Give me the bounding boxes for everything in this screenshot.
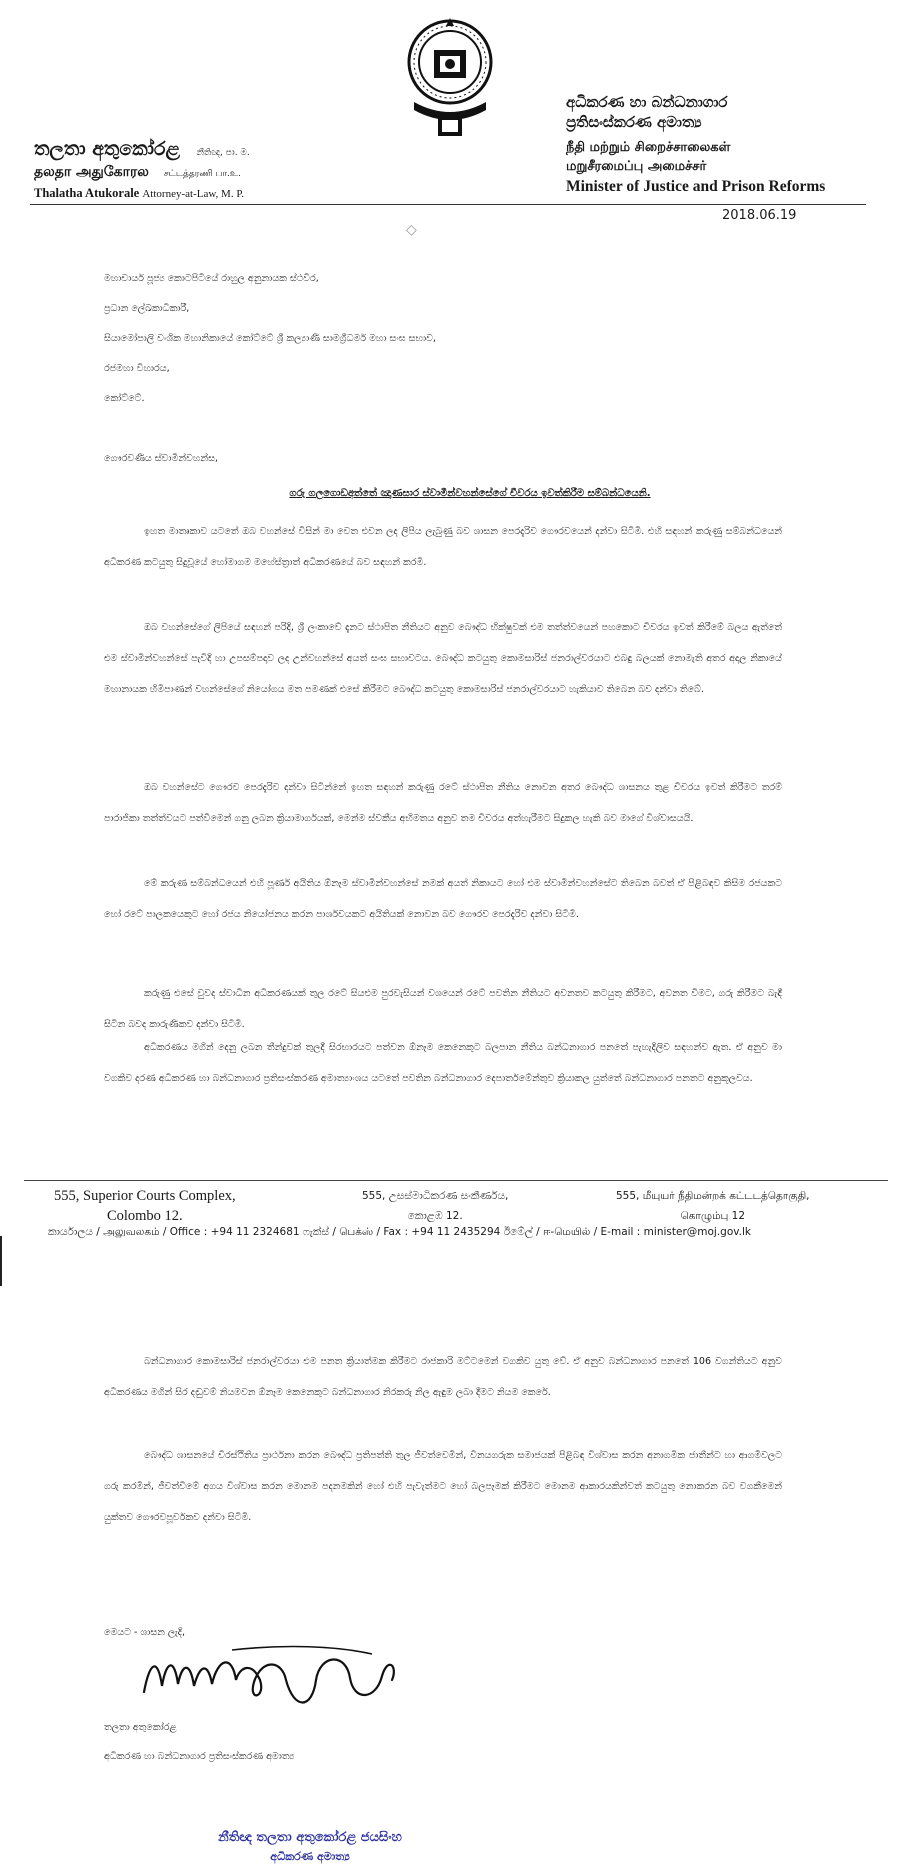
ministry-title-block <box>566 92 896 196</box>
addressee-line: සියාමෝපාලි වංශික මහානිකායේ කෝට්ටේ ශ්‍රී කල්‍යාණී සාමග්‍රීධර්ම මහා සංඝ සභාව, <box>104 333 436 344</box>
contact-details: කාර්යාලය / அலுவலகம் / Office : +94 11 2324681 ෆැක්ස් / பெக்ஸ் / Fax : +94 11 2435294 ඊමේල් / ஈ-மெயில் / E-mail : minister@moj.gov.lk <box>48 1226 751 1238</box>
minister-name-tamil: தலதா அதுகோரல <box>34 164 149 180</box>
scan-edge-mark <box>0 1236 2 1286</box>
minister-title-tamil: சட்டத்தரணி பா.உ. <box>163 169 241 179</box>
national-emblem-icon <box>404 12 496 142</box>
body-paragraph: අධිකරණය මගින් දෙනු ලබන තීන්දුවක් තුලදී සිරභාරයට පත්වන ඕනෑම කෙනෙකුට බලපාන නීතිය බන්ධනාගාර පනතේ පැහැදිලිව සඳහන්ව ඇත. ඒ අනුව මා වගකිව දරණ අධිකරණ හා බන්ධනාගාර ප්‍රතිසංස්කරණ අමාත්‍යාංශය යටතේ පවතින බන්ධනාගාර දෙපාර්තමේන්තුව ක්‍රියාකල යුත්තේ බන්ධනාගාර පනතට අනුකූලවය. <box>104 1042 782 1084</box>
body-paragraph: ඔබ වහන්සේගේ ලිපියේ සඳහන් පරිදි, ශ්‍රී ලංකාවේ දැනට ස්ථාපිත නීතියට අනුව බෞද්ධ භික්ෂුවක් එම තත්ත්වයෙන් පහකොට චීවරය ඉවත් කිරීමේ බලය ඇත්තේ එම ස්වාමීන්වහන්සේ පැවිදි හා උපසම්පදාව ලද උන්වහන්සේ අයත් සංඝ සභාවටය. බෞද්ධ කටයුතු කොමසාරිස් ජනරාල්වරයාට එබඳු බලයක් නොමැති අතර අදාල නිකායේ මහානායක හිමිපාණන් වහන්සේගේ නියෝගය මත පමණක් එසේ කිරීමට බෞද්ධ කටයුතු කොමසාරිස් ජනරාල්වරයාට හැකියාව තිබෙන බව දන්වා තිබේ. <box>104 622 782 695</box>
ministry-tamil-line2: மறுசீரமைப்பு அமைச்சர் <box>566 159 707 174</box>
handwritten-signature <box>136 1640 406 1718</box>
minister-name-block <box>34 138 394 201</box>
address-english: 555, Superior Courts Complex, Colombo 12. <box>54 1188 236 1224</box>
body-paragraph: ඉහත මාතෘකාව යටතේ ඔබ වහන්සේ විසින් මා වෙත එවන ලද ලිපිය ලැබුණු බව ශාසන පෙරදැරිව ගෞරවයෙන් දන්වා සිටිමි. එහි සඳහන් කරුණු සම්බන්ධයෙන් අධිකරණ කටයුතු සිදුවූයේ හෝමාගම මහේස්ත්‍රාත් අධිකරණයේ බව සඳහන් කරමි. <box>104 526 782 568</box>
minister-title-sinhala: නීතිඥ, පා. ම. <box>196 148 250 158</box>
scan-mark-icon: ◇ <box>406 222 417 238</box>
footer-divider <box>24 1180 888 1181</box>
salutation: ගෞරවණීය ස්වාමීන්වහන්ස, <box>104 453 218 464</box>
address-sinhala: 555, උසස්මාධිකරණ සංකීර්ණය, කොළඹ 12. <box>362 1190 509 1222</box>
body-paragraph: බෞද්ධ ශාසනයේ චිරස්ථිතිය ප්‍රාර්ථනා කරන බෞද්ධ ප්‍රතිපත්ති තුල ජීවත්වෙමින්, විනයගරුක සමාජයක් පිළිබඳ විශ්වාස කරන අනාගමික ජාතීන්ට හා ආගමිවලට ගරු කරමින්, ජීවත්වීමේ අගය විශ්වාස කරන මොනම පදනමකින් හෝ එහි පැවැත්මට හෝ බලපෑමක් කිරීමට මොනම ආකාරයකින්වත් කටයුතු නොකරන බව වගකීමෙන් යුක්තව ගෞරවපූර්වකව දන්වා සිටිමි. <box>104 1450 782 1523</box>
ministry-english: Minister of Justice and Prison Reforms <box>566 178 826 195</box>
body-paragraph: බන්ධනාගාර කොමසාරිස් ජනරාල්වරයා එම පනත ක්‍රියාත්මක කිරීමට රාජකාරි මට්ටමෙන් වගකිව යුතු වේ. ඒ අනුව බන්ධනාගාර පනතේ 106 වගන්තියට අනුව අධිකරණය මගින් සිර දඬුවම් නියමවන ඕනෑම කෙනෙකුට බන්ධනාගාර නිරකරු නිල ඇඳුම ලබා දීමට නියම කෙරේ. <box>104 1356 782 1398</box>
header-divider <box>30 204 866 205</box>
minister-name-sinhala: තලතා අතුකෝරළ <box>34 138 180 160</box>
ministry-sinhala-line1: අධිකරණ හා බන්ධනාගාර <box>566 93 728 111</box>
addressee-line: රජමහා විහාරය, <box>104 363 170 374</box>
body-paragraph: ඔබ වහන්සේට ගෞරව පෙරදැරිව දන්වා සිටින්නේ ඉහත සඳහන් කරුණු රටේ ස්ථාපිත නීතිය නොවන අතර බෞද්ධ ශාසනය තුළ චීවරය ඉවත් කිරීමට තරම් පාරාජිකා තත්ත්වයට පත්වීමෙන් ගනු ලබන ක්‍රියාමාර්ගයක්, මෙන්ම ස්වකීය අභිමතය අනුව තම චීවරය අත්හැරීමට සිදුකල හැකි බව මාගේ විශ්වාසයයි. <box>104 782 782 824</box>
minister-name-english: Thalatha Atukorale <box>34 186 140 200</box>
letter-date: 2018.06.19 <box>722 208 797 223</box>
letter-subject: ගරු ගලගොඩඅත්තේ ඤාණසාර ස්වාමීන්වහන්සේගේ චීවරය ඉවත්කිරීම සම්බන්ධයෙනි. <box>289 488 651 499</box>
body-paragraph: මේ කරුණ සම්බන්ධයෙන් එහි පූර්ණ අයිතිය ඕනෑම ස්වාමීන්වහන්සේ නමක් අයත් නිකායට හෝ එම ස්වාමීන්වහන්සේට තිබෙන බවත් ඒ පිළිබඳව කිසිම රජයකට හෝ රටේ පාලකයෙකුට හෝ රජය නියෝජනය කරන පාර්ශවයකට අයිතියක් නොවන බව ගෞරව පෙරදැරිව දන්වා සිටිමි. <box>104 878 782 920</box>
body-paragraph: කරුණු එසේ වුවද ස්වාධීන අධිකරණයක් තුල රටේ සියළුම පුරවැසියන් වශයෙන් රටේ පවතින නීතියට අවනතව කටයුතු කිරීමට, අවනත වීමට, ගරු කිරීමට බැඳී සිටින බවද කාරුණිකව දන්වා සිටිමි. <box>104 988 782 1030</box>
minister-title-english: Attorney-at-Law, M. P. <box>142 188 244 200</box>
addressee-line: කෝට්ටේ. <box>104 393 145 404</box>
address-tamil: 555, மீயுயர் நீதிமன்றக் கட்டடத்தொகுதி, கொழும்பு 12 <box>616 1190 810 1222</box>
closing-line: මෙයට - ශාසන ලැදි, <box>104 1627 186 1638</box>
addressee-line: මහාචාර්ය පූජ්‍ය කොටපිටියේ රාහුල අනුනායක ස්ථවිර, <box>104 273 319 284</box>
signer-title: අධිකරණ හා බන්ධනාගාර ප්‍රතිසංස්කරණ අමාත්‍ය <box>104 1751 295 1762</box>
ministry-tamil-line1: நீதி மற்றும் சிறைச்சாலைகள் <box>566 140 731 155</box>
addressee-line: ප්‍රධාන ලේඛකාධිකාරී, <box>104 303 190 314</box>
ministry-sinhala-line2: ප්‍රතිසංස්කරණ අමාත්‍ය <box>566 113 702 131</box>
official-stamp-name: නීතිඥ තලතා අතුකෝරළ ජයසිංහ <box>218 1830 402 1845</box>
signer-name: තලතා අතුකෝරළ <box>104 1722 177 1733</box>
official-stamp-title: අධිකරණ අමාත්‍ය <box>270 1850 350 1863</box>
